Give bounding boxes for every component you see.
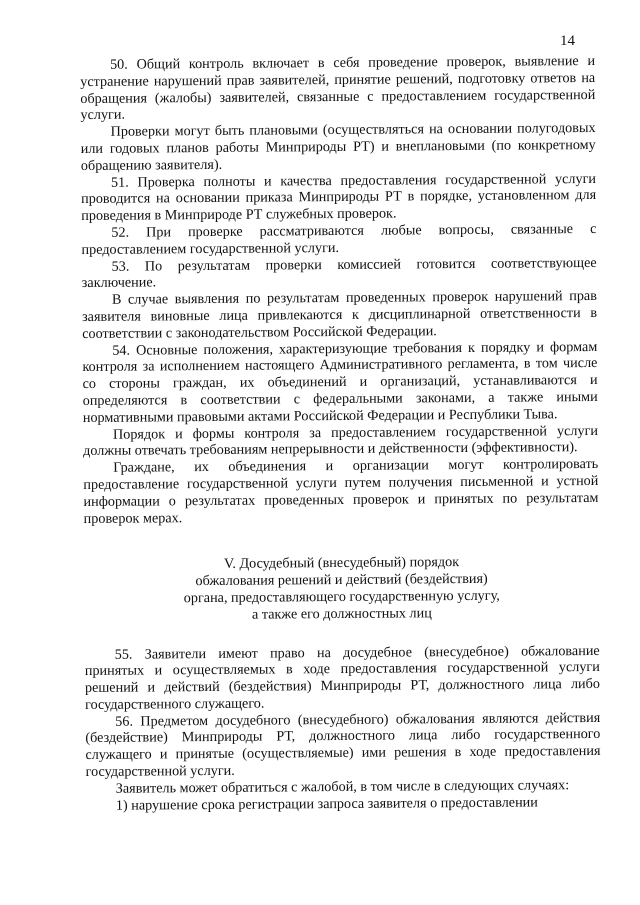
paragraph-citizens-control: Граждане, их объединения и организации могут контролировать предоставление государственной услуги путем получения письменной и устной информации о результатах проведенных проверок и принятых по результатам проверок мерах. <box>83 456 599 527</box>
paragraph-51: 51. Проверка полноты и качества предоставления государственной услуги проводится на основании приказа Минприроды РТ в порядке, установленном для проведения в Минприроде РТ служебных проверок. <box>81 170 597 225</box>
paragraph-50: 50. Общий контроль включает в себя проведение проверок, выявление и устранение нарушений прав заявителей, принятие решений, подготовку ответов на обращения (жалобы) заявителей, связанные с предоставлением государственной услуги. <box>80 52 596 124</box>
paragraph-53: 53. По результатам проверки комиссией готовится соответствующее заключение. <box>81 254 597 292</box>
paragraph-inspections-types: Проверки могут быть плановыми (осуществляться на основании полугодовых или годовых планов работы Минприроды РТ) и внеплановыми (по конкретному обращению заявителя). <box>80 120 596 174</box>
paragraph-54: 54. Основные положения, характеризующие требования к порядку и формам контроля за исполнением настоящего Административного регламента, в том числе со стороны граждан, их объединений и организаций, устанавливаются и определяются в соответствии с федеральными законами, а также иными нормативными правовыми актами Российской Федерации и Республики Тыва. <box>82 338 598 426</box>
section-heading-line: V. Досудебный (внесудебный) порядок <box>223 554 460 573</box>
paragraph-55: 55. Заявители имеют право на досудебное (внесудебное) обжалование принятых и осуществляемых в ходе предоставления государственной услуги решений и действий (бездействия) Минприроды РТ, должностного лица либо государственного служащего. <box>84 642 601 713</box>
section-heading-line: обжалования решений и действий (бездействия) <box>195 570 488 590</box>
section-heading-line: органа, предоставляющего государственную услугу, <box>183 587 500 607</box>
paragraph-violations: В случае выявления по результатам проведенных проверок нарушений прав заявителя виновные лица привлекаются к дисциплинарной ответственности в соответствии с законодательством Российской Федерации. <box>81 288 598 342</box>
paragraph-52: 52. При проверке рассматриваются любые вопросы, связанные с предоставлением государственной услуги. <box>81 220 597 258</box>
paragraph-56: 56. Предметом досудебного (внесудебного) обжалования являются действия (бездействие) Минприроды РТ, должностного лица либо государственного служащего и принятые (осуществляемые) ими решения в ходе предоставления государственной услуги. <box>85 709 601 781</box>
paragraph-complaint-cases: Заявитель может обратиться с жалобой, в том числе в следующих случаях: <box>115 777 570 797</box>
paragraph-case-1: 1) нарушение срока регистрации запроса заявителя о предоставлении <box>115 794 538 814</box>
document-body <box>80 53 601 814</box>
page-number: 14 <box>560 33 575 49</box>
section-heading <box>84 553 600 624</box>
paragraph-control-order: Порядок и формы контроля за предоставлением государственной услуги должны отвечать требованиям непрерывности и действенности (эффективности). <box>83 422 599 460</box>
section-heading-line: а также его должностных лиц <box>251 604 432 623</box>
